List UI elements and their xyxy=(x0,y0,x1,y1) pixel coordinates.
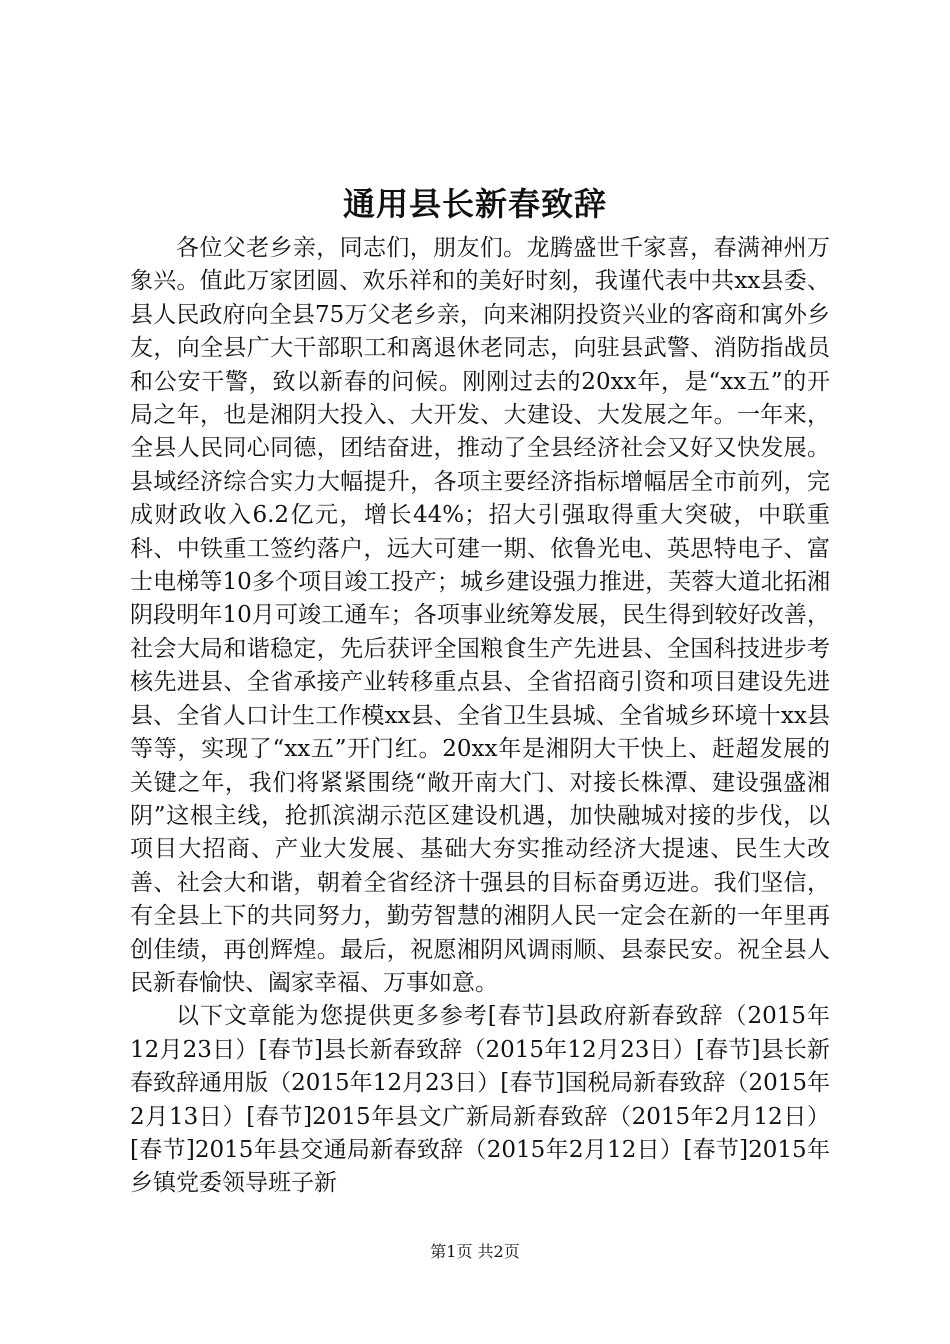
document-title: 通用县长新春致辞 xyxy=(342,185,607,223)
body-paragraph-2: 以下文章能为您提供更多参考[春节]县政府新春致辞（2015年12月23日）[春节]县长新春致辞（2015年12月23日）[春节]县长新春致辞通用版（2015年12月23日）[春节]国税局新春致辞（2015年2月13日）[春节]2015年县文广新局新春致辞（2015年2月12日）[春节]2015年县交通局新春致辞（2015年2月12日）[春节]2015年乡镇党委领导班子新 xyxy=(130,1003,830,1197)
document-body xyxy=(130,232,830,1201)
page-footer: 第1页 共2页 xyxy=(430,1242,520,1261)
body-paragraph-1: 各位父老乡亲，同志们，朋友们。龙腾盛世千家喜，春满神州万象兴。值此万家团圆、欢乐祥和的美好时刻，我谨代表中共xx县委、县人民政府向全县75万父老乡亲，向来湘阴投资兴业的客商和寓外乡友，向全县广大干部职工和离退休老同志，向驻县武警、消防指战员和公安干警，致以新春的问候。刚刚过去的20xx年，是“xx五”的开局之年，也是湘阴大投入、大开发、大建设、大发展之年。一年来，全县人民同心同德，团结奋进，推动了全县经济社会又好又快发展。县域经济综合实力大幅提升，各项主要经济指标增幅居全市前列，完成财政收入6.2亿元，增长44%；招大引强取得重大突破，中联重科、中铁重工签约落户，远大可建一期、依鲁光电、英思特电子、富士电梯等10多个项目竣工投产；城乡建设强力推进，芙蓉大道北拓湘阴段明年10月可竣工通车；各项事业统筹发展，民生得到较好改善，社会大局和谐稳定，先后获评全国粮食生产先进县、全国科技进步考核先进县、全省承接产业转移重点县、全省招商引资和项目建设先进县、全省人口计生工作模xx县、全省卫生县城、全省城乡环境十xx县等等，实现了“xx五”开门红。20xx年是湘阴大干快上、赶超发展的关键之年，我们将紧紧围绕“敞开南大门、对接长株潭、建设强盛湘阴”这根主线，抢抓滨湖示范区建设机遇，加快融城对接的步伐，以项目大招商、产业大发展、基础大夯实推动经济大提速、民生大改善、社会大和谐，朝着全省经济十强县的目标奋勇迈进。我们坚信，有全县上下的共同努力，勤劳智慧的湘阴人民一定会在新的一年里再创佳绩，再创辉煌。最后，祝愿湘阴风调雨顺、县泰民安。祝全县人民新春愉快、阖家幸福、万事如意。 xyxy=(130,235,830,996)
